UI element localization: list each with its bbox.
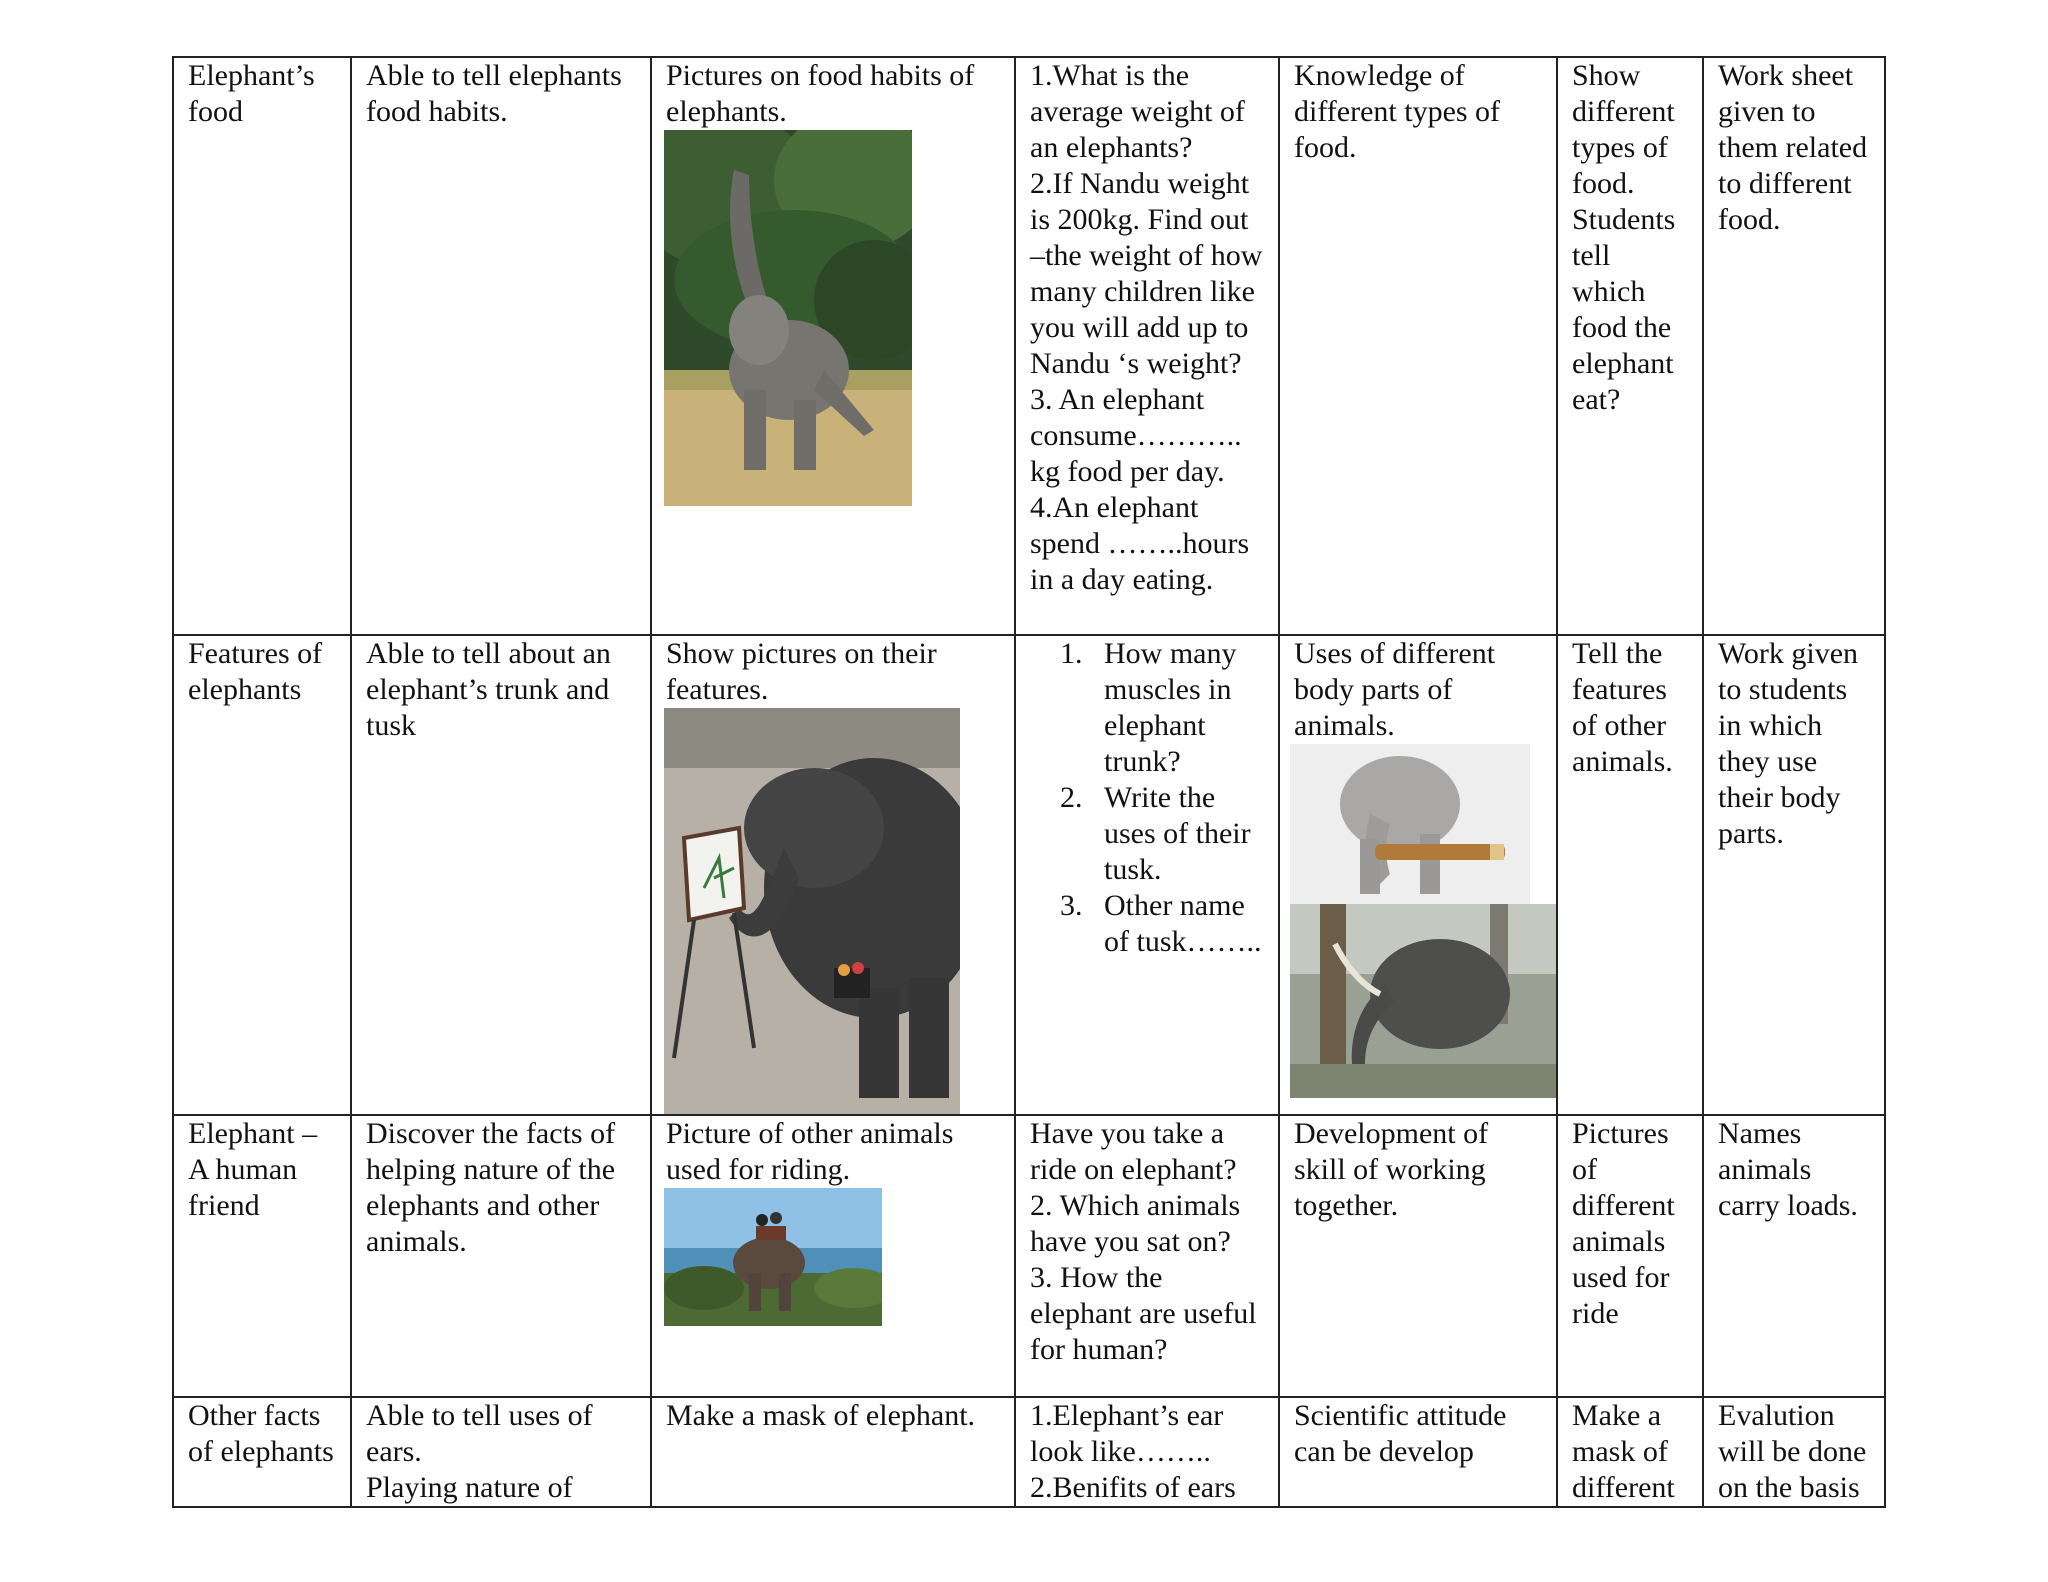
skill-cell: [1279, 635, 1557, 1115]
list-item: 1. How many muscles in elephant trunk?: [1090, 636, 1266, 780]
skill-cell: [1279, 1397, 1557, 1507]
material-text: Show pictures on their features.: [666, 637, 937, 706]
assessment-cell: [1703, 57, 1885, 635]
activity-text: Show different types of food. Students tell which food the elephant eat?: [1572, 59, 1676, 416]
topic-cell: [173, 1397, 351, 1507]
skill-cell: [1279, 57, 1557, 635]
assessment-text: Names animals carry loads.: [1718, 1117, 1858, 1222]
activity-text: Pictures of different animals used for ride: [1572, 1117, 1675, 1330]
activity-text: Tell the features of other animals.: [1572, 637, 1673, 778]
questions-cell: [1015, 57, 1279, 635]
topic-text: Other facts of elephants: [188, 1399, 334, 1468]
objective-cell: [351, 57, 651, 635]
objective-text: Able to tell about an elephant’s trunk and tusk: [366, 637, 611, 742]
questions-list: [1030, 636, 1266, 960]
material-cell: [651, 1115, 1015, 1397]
elephant-riding-photo: [664, 1188, 882, 1326]
assessment-cell: [1703, 1397, 1885, 1507]
material-cell: [651, 1397, 1015, 1507]
skill-text: Development of skill of working together.: [1294, 1117, 1489, 1222]
material-cell: [651, 635, 1015, 1115]
objective-cell: [351, 1115, 651, 1397]
skill-cell: [1279, 1115, 1557, 1397]
assessment-cell: [1703, 635, 1885, 1115]
questions-cell: [1015, 1115, 1279, 1397]
activity-cell: [1557, 1397, 1703, 1507]
skill-text: Uses of different body parts of animals.: [1294, 637, 1496, 742]
objective-text: Able to tell elephants food habits.: [366, 59, 622, 128]
topic-cell: [173, 1115, 351, 1397]
activity-cell: [1557, 1115, 1703, 1397]
list-item: 2. Write the uses of their tusk.: [1090, 780, 1266, 888]
questions-cell: [1015, 1397, 1279, 1507]
activity-cell: [1557, 635, 1703, 1115]
table-row: [173, 1115, 1885, 1397]
material-cell: [651, 57, 1015, 635]
activity-cell: [1557, 57, 1703, 635]
objective-text: Able to tell uses of ears. Playing nature of: [366, 1399, 593, 1504]
activity-text: Make a mask of different: [1572, 1399, 1675, 1504]
topic-text: Features of elephants: [188, 637, 323, 706]
table-row: [173, 57, 1885, 635]
assessment-text: Evalution will be done on the basis: [1718, 1399, 1867, 1504]
material-text: Make a mask of elephant.: [666, 1399, 976, 1432]
table-row: [173, 635, 1885, 1115]
list-item: 3. Other name of tusk……..: [1090, 888, 1266, 960]
material-text: Pictures on food habits of elephants.: [666, 59, 975, 128]
questions-cell: [1015, 635, 1279, 1115]
lesson-plan-table: [172, 56, 1886, 1508]
topic-text: Elephant’s food: [188, 59, 315, 128]
topic-cell: [173, 635, 351, 1115]
assessment-text: Work given to students in which they use their body parts.: [1718, 637, 1859, 850]
elephant-holding-log-photo: [1290, 744, 1530, 904]
elephant-painting-photo: [664, 708, 960, 1114]
objective-text: Discover the facts of helping nature of the elephants and other animals.: [366, 1117, 616, 1258]
topic-cell: [173, 57, 351, 635]
elephant-tusk-tree-photo: [1290, 904, 1556, 1098]
elephant-reaching-tree-photo: [664, 130, 912, 506]
skill-text: Scientific attitude can be develop: [1294, 1399, 1507, 1468]
table-row: [173, 1397, 1885, 1507]
objective-cell: [351, 1397, 651, 1507]
questions-text: 1.What is the average weight of an elephants? 2.If Nandu weight is 200kg. Find out –the weight of how many children like you will add up to Nandu ‘s weight? 3. An elephant consume……….. kg food per day. 4.An elephant spend ……..hours in a day eating.: [1030, 59, 1263, 596]
questions-text: Have you take a ride on elephant? 2. Which animals have you sat on? 3. How the elephant are useful for human?: [1030, 1117, 1257, 1366]
assessment-cell: [1703, 1115, 1885, 1397]
questions-text: 1.Elephant’s ear look like…….. 2.Benifits of ears: [1030, 1399, 1236, 1504]
assessment-text: Work sheet given to them related to different food.: [1718, 59, 1868, 236]
objective-cell: [351, 635, 651, 1115]
material-text: Picture of other animals used for riding.: [666, 1117, 954, 1186]
topic-text: Elephant – A human friend: [188, 1117, 318, 1222]
skill-text: Knowledge of different types of food.: [1294, 59, 1501, 164]
